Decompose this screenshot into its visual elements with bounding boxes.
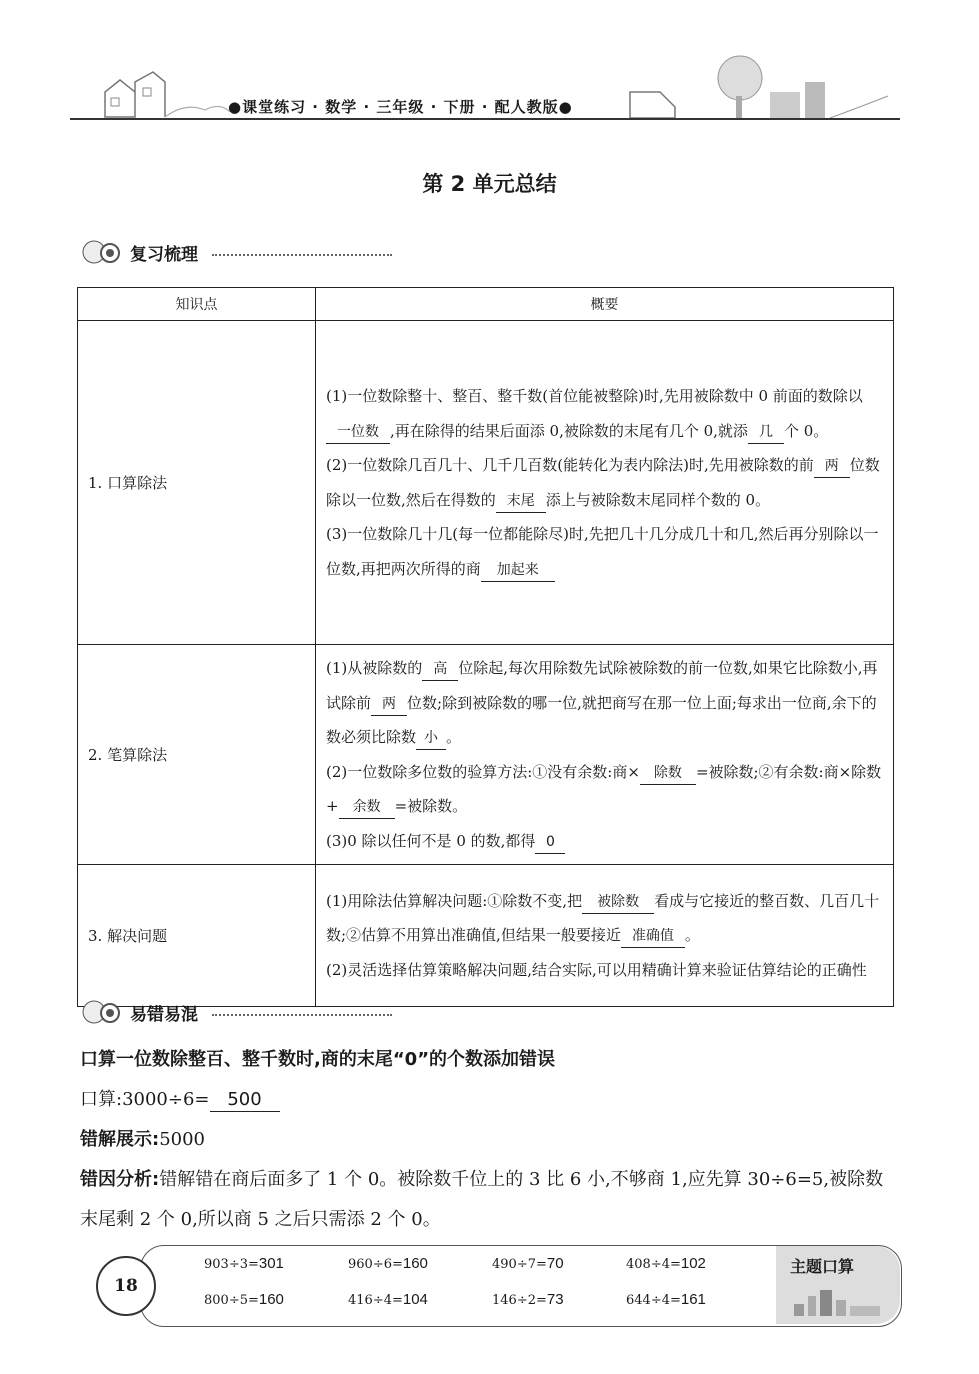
summary-text: (2)一位数除多位数的验算方法:①没有余数:商×: [326, 762, 640, 781]
house-illustration: [95, 62, 235, 122]
answer-blank: 两: [814, 455, 850, 478]
answer-blank: 加起来: [481, 559, 555, 582]
answer-blank: 末尾: [496, 490, 546, 513]
mistakes-heading-label: 易错易混: [130, 1004, 198, 1025]
mistakes-section-heading: [80, 994, 392, 1030]
answer-blank: 500: [210, 1089, 280, 1112]
answer-blank: 高: [422, 658, 458, 681]
table-row: [78, 321, 894, 645]
summary-text: 位除起,每次用除数先试除被除数的前一位数,如果它比除数小,再试除前: [326, 659, 878, 712]
knowledge-point: 2. 笔算除法: [78, 645, 316, 865]
summary-text: (1)从被除数的: [326, 659, 423, 677]
topic-tab: [776, 1246, 900, 1324]
calc-expression: 3000÷6=: [122, 1089, 210, 1110]
dotted-divider: [212, 1014, 392, 1016]
summary-text: (3)一位数除几十几(每一位都能除尽)时,先把几十几分成几十和几,然后再分别除以一位数,再把两次所得的商: [326, 525, 879, 578]
town-tree-illustration: [620, 52, 890, 122]
summary-text: =被除数;②有余数:商×除数+: [326, 762, 882, 815]
chef-mascot-icon: [80, 235, 124, 269]
table-row: [78, 645, 894, 865]
page-title: 第 2 单元总结: [422, 172, 557, 196]
knowledge-point: 3. 解决问题: [78, 865, 316, 1007]
calc-item: 146÷2=73: [492, 1291, 564, 1308]
wrong-label: 错解展示:: [80, 1129, 160, 1150]
answer-blank: 0: [535, 831, 565, 854]
table-header-row: [78, 288, 894, 321]
mistakes-block: [80, 1040, 900, 1240]
summary-text: (3)0 除以任何不是 0 的数,都得: [326, 831, 536, 850]
summary-cell: [316, 645, 894, 865]
header-rule: [70, 118, 900, 120]
knowledge-point: 1. 口算除法: [78, 321, 316, 645]
summary-text: 位数除以一位数,然后在得数的: [326, 456, 880, 509]
wrong-line: [80, 1120, 900, 1160]
summary-cell: [316, 865, 894, 1007]
summary-text: 个 0。: [783, 421, 829, 440]
answer-blank: 两: [371, 693, 407, 716]
answer-blank: 小: [416, 727, 446, 750]
page-number: 18: [96, 1256, 156, 1316]
reason-label: 错因分析:: [80, 1169, 160, 1190]
summary-text: ,再在除得的结果后面添 0,被除数的末尾有几个 0,就添: [390, 421, 748, 440]
chef-mascot-icon: [80, 995, 124, 1029]
col-header-summary: 概要: [316, 288, 894, 321]
calc-item: 644÷4=161: [626, 1291, 706, 1308]
answer-blank: 几: [748, 421, 784, 444]
summary-text: 添上与被除数末尾同样个数的 0。: [545, 490, 771, 509]
summary-text: 。: [446, 728, 462, 746]
table-row: [78, 865, 894, 1007]
summary-text: =被除数。: [394, 797, 468, 815]
calc-item: 408÷4=102: [626, 1255, 706, 1272]
mistake-topic: 口算一位数除整百、整千数时,商的末尾“0”的个数添加错误: [80, 1049, 556, 1070]
col-header-knowledge: 知识点: [78, 288, 316, 321]
summary-text: 看成与它接近的整百数、几百几十数;②估算不用算出准确值,但结果一般要接近: [326, 891, 880, 945]
summary-text: (1)用除法估算解决问题:①除数不变,把: [326, 891, 583, 910]
answer-blank: 除数: [640, 762, 696, 785]
wrong-answer: 5000: [159, 1129, 206, 1150]
answer-blank: 一位数: [326, 421, 390, 444]
summary-text: 位数;除到被除数的哪一位,就把商写在那一位上面;每求出一位商,余下的数必须比除数: [326, 693, 877, 746]
summary-cell: [316, 321, 894, 645]
summary-text: (2)一位数除几百几十、几千几百数(能转化为表内除法)时,先用被除数的前: [326, 456, 814, 474]
answer-blank: 被除数: [582, 891, 654, 914]
review-section-heading: [80, 234, 392, 270]
calc-item: 490÷7=70: [492, 1255, 564, 1272]
city-skyline-icon: [790, 1286, 890, 1316]
summary-text: 。: [684, 926, 700, 945]
answer-blank: 余数: [339, 796, 395, 819]
dotted-divider: [212, 254, 392, 256]
review-table: [77, 287, 894, 1007]
answer-blank: 准确值: [621, 925, 685, 948]
summary-text: (2)灵活选择估算策略解决问题,结合实际,可以用精确计算来验证估算结论的正确性: [326, 960, 867, 979]
calc-item: 903÷3=301: [204, 1255, 284, 1272]
calc-line: [80, 1080, 900, 1120]
calc-item: 960÷6=160: [348, 1255, 428, 1272]
calc-label: 口算:: [80, 1089, 123, 1110]
review-heading-label: 复习梳理: [130, 244, 198, 265]
reason-line: [80, 1160, 900, 1240]
topic-label: 主题口算: [790, 1257, 855, 1276]
summary-text: (1)一位数除整十、整百、整千数(首位能被整除)时,先用被除数中 0 前面的数除以: [326, 387, 863, 405]
reason-text: 错解错在商后面多了 1 个 0。被除数千位上的 3 比 6 小,不够商 1,应先算 30÷6=5,被除数末尾剩 2 个 0,所以商 5 之后只需添 2 个 0。: [80, 1169, 884, 1230]
calc-item: 800÷5=160: [204, 1291, 284, 1308]
series-title: ●课堂练习 · 数学 · 三年级 · 下册 · 配人教版●: [228, 98, 573, 116]
calc-item: 416÷4=104: [348, 1291, 428, 1308]
